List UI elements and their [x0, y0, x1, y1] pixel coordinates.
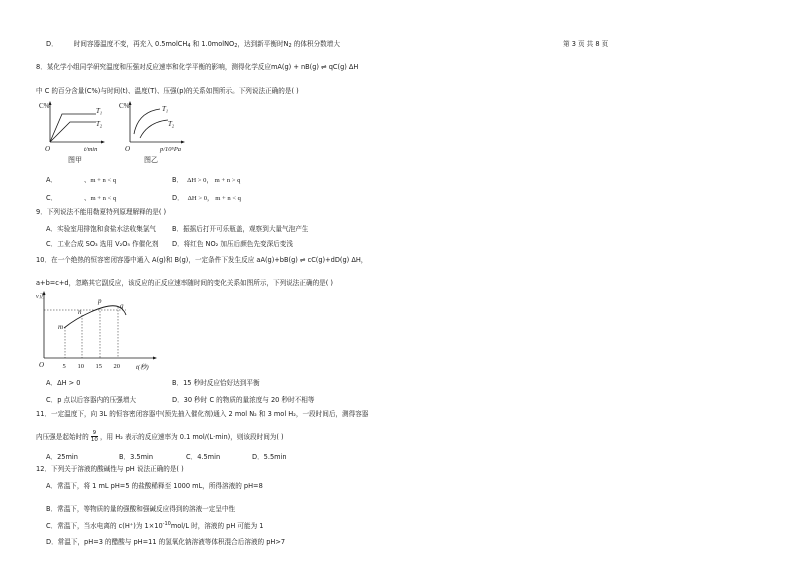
q12-stem: 12．下列关于溶液的酸碱性与 pH 说法正确的是( )	[36, 465, 184, 473]
q8-option-a: A． 、m + n < q	[46, 176, 117, 184]
q12-option-d: D．常温下，pH=3 的醋酸与 pH=11 的氢氧化钠溶液等体积混合后溶液的 pH>7	[46, 538, 286, 546]
x-label: t/min	[84, 146, 98, 153]
tick-15: 15	[95, 363, 102, 370]
q8-option-b: B． ΔH > 0， m + n > q	[172, 176, 241, 184]
q10-stem-1: 10．在一个绝热的恒容密闭容器中通入 A(g)和 B(g)，一定条件下发生反应 aA(g)+bB(g) ⇌ cC(g)+dD(g) ΔH，	[36, 256, 368, 264]
q9-option-b: B．振摇后打开可乐瓶盖，观察到大量气泡产生	[172, 225, 309, 233]
curve-t1	[50, 114, 96, 142]
q8-option-c: C． 、m + n < q	[46, 194, 117, 202]
t1-label: $T_1$	[96, 107, 103, 116]
q9-stem: 9．下列说法不能用勒夏特列原理解释的是( )	[36, 208, 167, 216]
tick-5: 5	[62, 363, 66, 370]
x-axis-arrow	[101, 141, 105, 144]
q11-option-a: A．25min	[46, 453, 78, 461]
caption: 图乙	[144, 156, 158, 164]
q10-option-a: A．ΔH > 0	[46, 379, 81, 387]
y-label: C%	[119, 102, 130, 110]
point-n: n	[78, 308, 82, 316]
q10-option-c: C．p 点以后容器内的压强增大	[46, 396, 137, 404]
q11-stem-1: 11．一定温度下，向 3L 的恒容密闭容器中(预先抽入催化剂)通入 2 mol N₂ 和 3 mol H₂，一段时间后，测得容器	[36, 410, 369, 418]
q12-option-b: B．常温下，等物质的量的强酸和强碱反应得到的溶液一定呈中性	[46, 505, 236, 513]
q8-option-d: D． ΔH > 0， m + n < q	[172, 194, 241, 202]
origin-label: O	[45, 145, 51, 153]
q10-option-d: D．30 秒时 C 的物质的量浓度与 20 秒时不相等	[172, 396, 315, 404]
t2-label: $T_2$	[168, 120, 175, 129]
page-number: 第 3 页 共 8 页	[563, 40, 609, 48]
y-label: C%	[39, 102, 50, 110]
q12-option-c: C．常温下，当水电离的 c(H⁺)为 $1\times 10^{-10}mol/L$ 时，溶液的 pH 可能为 1	[46, 521, 264, 530]
point-q: q	[120, 302, 124, 310]
caption: 图甲	[68, 156, 82, 164]
q9-option-a: A．实验室用排饱和食盐水法收集氯气	[46, 225, 157, 233]
point-p: p	[98, 297, 102, 305]
q9-option-c: C．工业合成 SO₃ 选用 V₂O₅ 作催化剂	[46, 240, 159, 248]
y-label: v正	[36, 294, 45, 300]
q10-option-b: B．15 秒时反应恰好达到平衡	[172, 379, 260, 387]
origin-label: O	[39, 361, 45, 369]
x-axis-arrow	[153, 357, 157, 360]
x-label: p/10⁵Pa	[160, 146, 182, 153]
fraction-nine-tenths: $\frac{9}{10}$	[90, 430, 98, 444]
rate-curve	[64, 306, 126, 328]
q11-option-b: B．3.5min	[119, 453, 154, 461]
origin-label: O	[125, 145, 131, 153]
point-m: m	[58, 323, 64, 331]
q8-graph-b	[116, 98, 192, 164]
q8-graph-a	[36, 98, 106, 164]
option-text-a: 时间容器温度不变，再充入 0.5molCH	[73, 40, 188, 48]
t1-label: $T_1$	[162, 105, 169, 114]
q11-stem-2: 内压强是起始时的 $\frac{9}{10}$ ，用 H₂ 表示的反应速率为 0.1 mol/(L·min)，则该段时间为( )	[36, 430, 284, 444]
q11-option-c: C．4.5min	[186, 453, 221, 461]
t2-label: $T_2$	[96, 120, 103, 129]
q7-option-d: D． 时间容器温度不变，再充入 0.5molCH$_4$ 和 1.0molNO$_2$，达到新平衡时$N_2$ 的体积分数增大	[46, 40, 340, 49]
q10-stem-2: a+b=c+d，忽略其它副反应，该反应的正反应速率随时间的变化关系如图所示，下列说法正确的是( )	[36, 279, 334, 287]
x-label: t(秒)	[136, 364, 149, 371]
option-letter: D．	[46, 40, 58, 48]
curve-t2	[140, 120, 168, 138]
tick-10: 10	[77, 363, 84, 370]
curve-t1	[134, 109, 160, 134]
q12-option-a: A．常温下，将 1 mL pH=5 的盐酸稀释至 1000 mL，所得溶液的 pH=8	[46, 482, 263, 490]
q8-stem-1: 8．某化学小组同学研究温度和压强对反应速率和化学平衡的影响，测得化学反应mA(g) + nB(g) ⇌ qC(g) ΔH	[36, 63, 359, 71]
q11-option-d: D．5.5min	[252, 453, 287, 461]
x-axis-arrow	[181, 141, 185, 144]
q10-graph	[34, 288, 164, 374]
tick-20: 20	[113, 363, 120, 370]
q9-option-d: D．将红色 NO₂ 加压后颜色先变深后变浅	[172, 240, 293, 248]
q8-stem-2: 中 C 的百分含量(C%)与时间(t)、温度(T)、压强(p)的关系如图所示。下列说法正确的是( )	[36, 87, 299, 95]
